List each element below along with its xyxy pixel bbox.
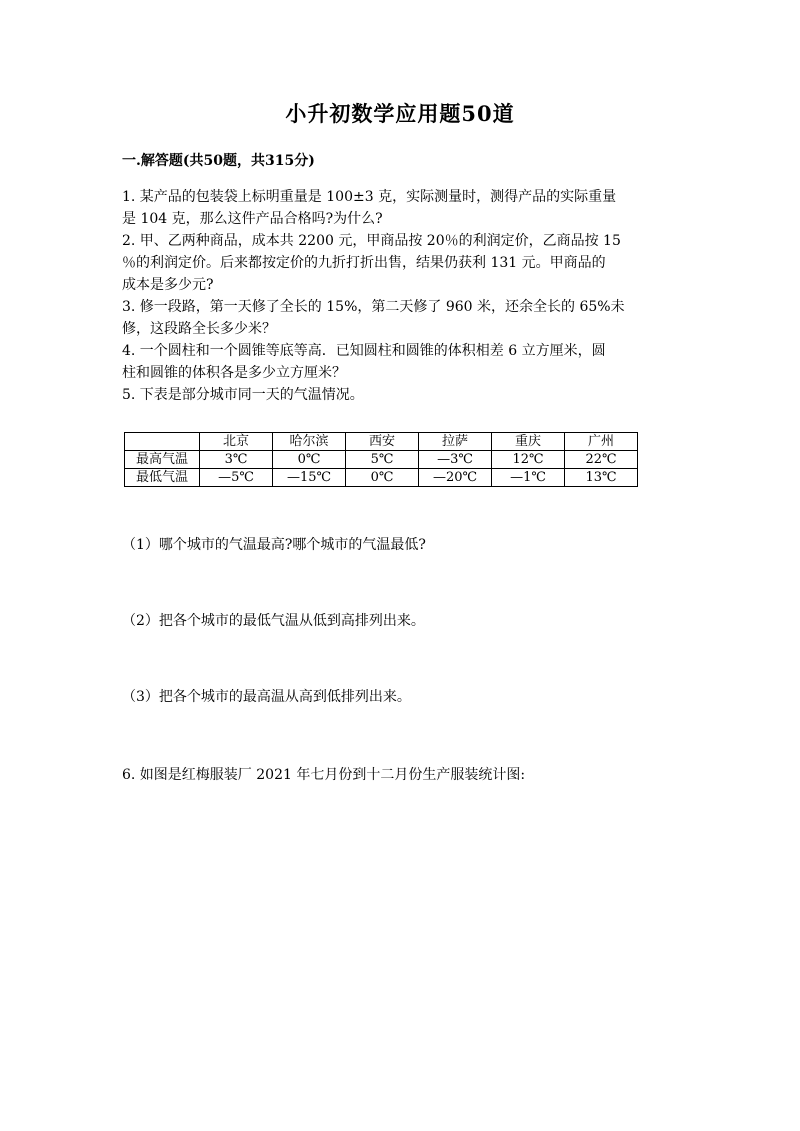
sub-question-3: （3）把各个城市的最高温从高到低排列出来。 [122,689,411,705]
table-cell: —15℃ [273,469,346,487]
table-cell: —5℃ [200,469,273,487]
table-header-cell: 拉萨 [419,433,492,451]
table-cell: 22℃ [565,451,638,469]
table-cell: —20℃ [419,469,492,487]
sub-question-2: （2）把各个城市的最低气温从低到高排列出来。 [122,613,425,629]
problem-1-line-1: 1. 某产品的包装袋上标明重量是 100±3 克，实际测量时，测得产品的实际重量 [122,189,617,205]
table-cell: 5℃ [346,451,419,469]
table-cell: —1℃ [492,469,565,487]
table-header-cell: 北京 [200,433,273,451]
table-cell: 0℃ [346,469,419,487]
table-row [125,469,638,487]
problem-4-line-2: 柱和圆锥的体积各是多少立方厘米？ [122,365,346,381]
problem-list [122,186,682,406]
problem-6: 6. 如图是红梅服装厂 2021 年七月份到十二月份生产服装统计图: [122,767,526,783]
table-header-cell: 广州 [565,433,638,451]
section-heading: 一.解答题(共50题，共315分) [122,153,315,169]
problem-2-line-1: 2. 甲、乙两种商品，成本共 2200 元，甲商品按 20％的利润定价，乙商品按 15 [122,233,621,249]
table-row [125,451,638,469]
table-header-cell [125,433,200,451]
temperature-table [124,432,638,487]
problem-1-line-2: 是 104 克，那么这件产品合格吗?为什么? [122,211,383,227]
table-cell: 0℃ [273,451,346,469]
table-row-label: 最高气温 [125,451,200,469]
table-header-cell: 重庆 [492,433,565,451]
problem-5-line-1: 5. 下表是部分城市同一天的气温情况。 [122,387,364,403]
table-header-cell: 西安 [346,433,419,451]
table-cell: 3℃ [200,451,273,469]
problem-3-line-1: 3. 修一段路，第一天修了全长的 15%，第二天修了 960 米，还余全长的 65%未 [122,299,625,315]
table-cell: 12℃ [492,451,565,469]
problem-2-line-3: 成本是多少元? [122,277,214,293]
table-cell: 13℃ [565,469,638,487]
table-cell: —3℃ [419,451,492,469]
table-header-row [125,433,638,451]
sub-question-1: （1）哪个城市的气温最高?哪个城市的气温最低? [122,537,426,553]
table-header-cell: 哈尔滨 [273,433,346,451]
problem-2-line-2: ％的利润定价。后来都按定价的九折打折出售，结果仍获利 131 元。甲商品的 [122,255,606,271]
page-title: 小升初数学应用题50道 [285,101,515,126]
problem-3-line-2: 修，这段路全长多少米？ [122,321,276,337]
problem-4-line-1: 4. 一个圆柱和一个圆锥等底等高．已知圆柱和圆锥的体积相差 6 立方厘米，圆 [122,343,606,359]
table-row-label: 最低气温 [125,469,200,487]
